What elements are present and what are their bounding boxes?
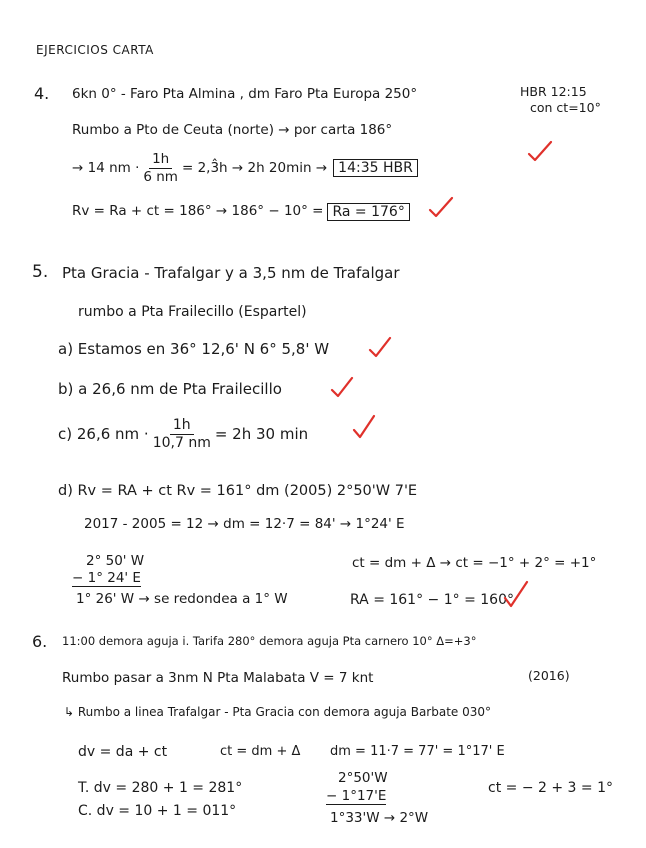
exercise-4-line-2: Rumbo a Pto de Ceuta (norte) → por carta 186° [72, 122, 393, 138]
exercise-6-tarifa: T. dv = 280 + 1 = 281° [78, 780, 243, 796]
check-mark-icon [503, 580, 529, 608]
exercise-5-subtraction-line-2 [72, 572, 141, 587]
exercise-4-fraction [143, 152, 178, 185]
exercise-5-number: 5. [32, 262, 49, 282]
exercise-6-subtraction-result: 1°33'W → 2°W [330, 810, 429, 826]
fraction-numerator: 1h [170, 418, 194, 435]
exercise-6-formula-dm: dm = 11·7 = 77' = 1°17' E [330, 744, 505, 759]
exercise-5-part-b: b) a 26,6 nm de Pta Frailecillo [58, 380, 282, 398]
subtraction-underlined: − 1° 24' E [72, 570, 141, 586]
exercise-4-ct: con ct=10° [530, 100, 601, 115]
exercise-4-line-3b: = 2,3̂h → 2h 20min → [181, 159, 328, 176]
exercise-4-number: 4. [34, 84, 50, 103]
check-mark-icon [368, 336, 392, 358]
page-title: EJERCICIOS CARTA [36, 43, 154, 57]
fraction-denominator: 10,7 nm [152, 435, 211, 452]
check-mark-icon [527, 140, 553, 162]
exercise-5-part-c1: c) 26,6 nm · [58, 425, 149, 444]
exercise-5-fraction [153, 418, 211, 452]
exercise-6-ct-result: ct = − 2 + 3 = 1° [488, 780, 613, 796]
check-mark-icon [428, 196, 454, 218]
exercise-6-line-3: ↳ Rumbo a linea Trafalgar - Pta Gracia con demora aguja Barbate 030° [64, 705, 492, 719]
fraction-numerator: 1h [149, 152, 172, 169]
exercise-4-hbr: HBR 12:15 [520, 84, 587, 99]
exercise-6-subtraction-line-2 [326, 790, 386, 805]
check-mark-icon [330, 376, 354, 398]
subtraction-underlined: − 1°17'E [326, 788, 387, 804]
exercise-5-line-2: rumbo a Pta Frailecillo (Espartel) [78, 304, 307, 320]
exercise-5-subtraction-line-1: 2° 50' W [86, 553, 145, 569]
exercise-5-ct-line: ct = dm + Δ → ct = −1° + 2° = +1° [352, 555, 597, 571]
exercise-4-line-3 [72, 152, 418, 185]
exercise-6-number: 6. [32, 632, 48, 651]
exercise-4-line-3a: → 14 nm · [72, 159, 140, 176]
exercise-5-part-d: d) Rv = RA + ct Rv = 161° dm (2005) 2°50'W 7'E [58, 483, 418, 499]
exercise-6-line-2: Rumbo pasar a 3nm N Pta Malabata V = 7 knt [62, 670, 374, 686]
boxed-answer-time: 14:35 HBR [333, 159, 418, 177]
exercise-5-part-d-line-2: 2017 - 2005 = 12 → dm = 12·7 = 84' → 1°24' E [84, 516, 405, 532]
fraction-denominator: 6 nm [143, 168, 178, 185]
exercise-5-part-c [58, 418, 308, 452]
exercise-5-subtraction-result: 1° 26' W → se redondea a 1° W [76, 591, 288, 607]
exercise-6-formula-dv: dv = da + ct [78, 744, 168, 760]
exercise-6-carnero: C. dv = 10 + 1 = 011° [78, 803, 237, 819]
exercise-6-year: (2016) [528, 668, 570, 683]
exercise-4-line-4 [72, 203, 410, 221]
exercise-5-ra-line: RA = 161° − 1° = 160° [350, 592, 514, 608]
exercise-6-subtraction-line-1: 2°50'W [338, 770, 388, 786]
check-mark-icon [352, 414, 376, 440]
exercise-4-line-4a: Rv = Ra + ct = 186° → 186° − 10° = [72, 203, 324, 220]
exercise-5-part-a: a) Estamos en 36° 12,6' N 6° 5,8' W [58, 340, 330, 358]
exercise-5-line-1: Pta Gracia - Trafalgar y a 3,5 nm de Trafalgar [62, 264, 400, 282]
exercise-6-formula-ct: ct = dm + Δ [220, 744, 301, 759]
exercise-4-line-1: 6kn 0° - Faro Pta Almina , dm Faro Pta Europa 250° [72, 86, 418, 102]
exercise-6-line-1: 11:00 demora aguja i. Tarifa 280° demora aguja Pta carnero 10° Δ=+3° [62, 634, 477, 648]
boxed-answer-heading: Ra = 176° [327, 203, 409, 221]
exercise-5-part-c2: = 2h 30 min [214, 425, 309, 444]
